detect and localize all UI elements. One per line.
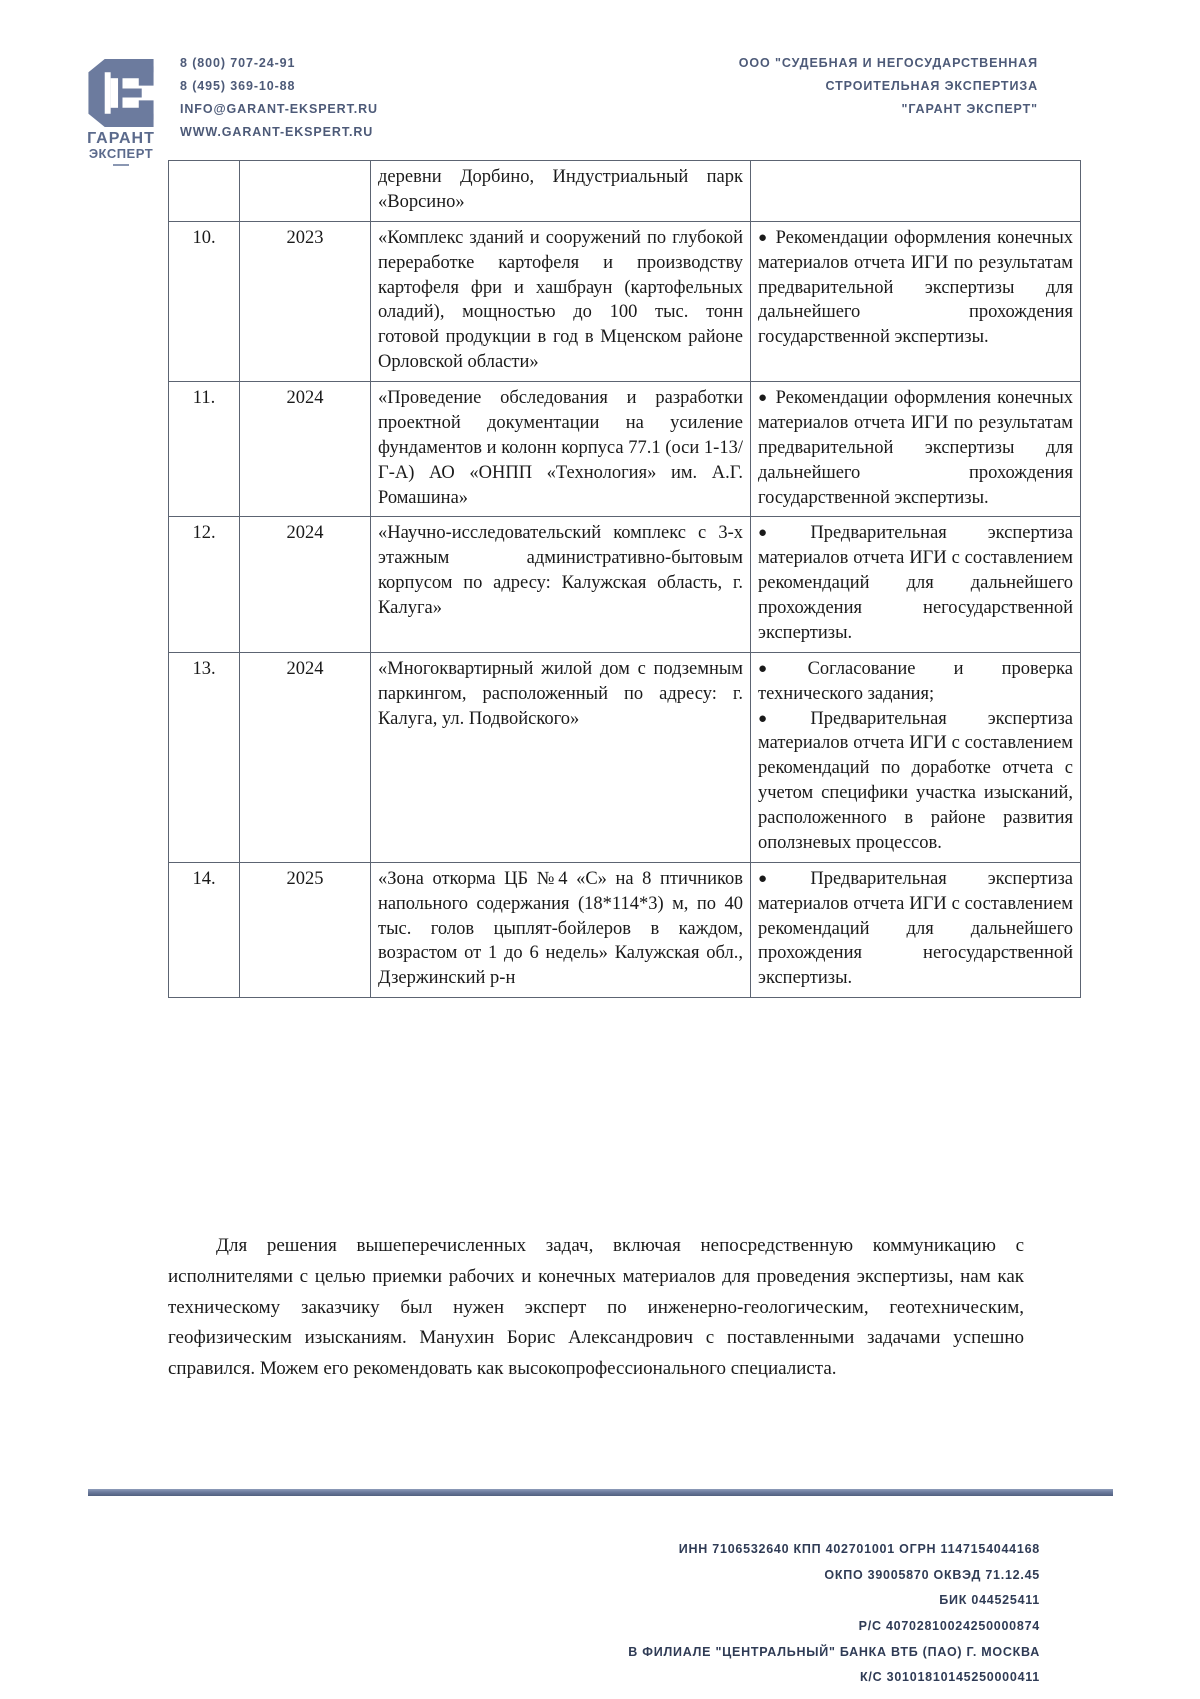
cell-year: 2023 [240,221,371,381]
contact-block [180,52,378,145]
cell-object: «Комплекс зданий и сооружений по глубокой переработке картофеля и производству картофеля фри и хашбраун (картофельных оладий), мощностью до 100 тыс. тонн готовой продукции в год в Мценском районе Орловской области» [371,221,751,381]
cell-number: 10. [169,221,240,381]
cell-number: 12. [169,517,240,652]
logo-wordmark [78,130,164,161]
letterhead [0,48,1200,162]
cell-year: 2025 [240,862,371,997]
task-text: Предварительная экспертиза материалов отчета ИГИ с составлением рекомендаций для дальнейшего прохождения негосударственной экспертизы. [758,868,1074,989]
phone-secondary: 8 (495) 369-10-88 [180,79,296,94]
cell-object: «Многоквартирный жилой дом с подземным паркингом, расположенный по адресу: г. Калуга, ул. Подвойского» [371,652,751,862]
projects-table [168,160,1081,998]
footer-line-inn-kpp-ogrn: ИНН 7106532640 КПП 402701001 ОГРН 1147154044168 [678,1542,1040,1556]
table-row [169,517,1081,652]
task-bullet-item [758,226,1073,350]
cell-year [240,161,371,222]
company-logo [78,56,164,166]
task-text: Рекомендации оформления конечных материалов отчета ИГИ по результатам предварительной экспертизы для дальнейшего прохождения государственной экспертизы. [758,227,1073,348]
task-bullet-item [758,386,1073,510]
logo-word-line2: ЭКСПЕРТ [88,146,154,162]
task-bullet-item [758,521,1073,645]
cell-object: «Научно-исследовательский комплекс с 3-х этажным административно-бытовым корпусом по адресу: Калужская область, г. Калуга» [371,517,751,652]
bullet-icon: ● [758,390,769,406]
footer-line-account: Р/С 40702810024250000874 [858,1618,1040,1633]
website-url: WWW.GARANT-EKSPERT.RU [180,125,374,140]
bullet-icon: ● [758,660,801,677]
footer-legal-details [628,1537,1040,1691]
company-name-line2: СТРОИТЕЛЬНАЯ ЭКСПЕРТИЗА [825,79,1038,94]
cell-number: 14. [169,862,240,997]
table-row [169,221,1081,381]
phone-primary: 8 (800) 707-24-91 [180,56,296,70]
cell-year: 2024 [240,652,371,862]
cell-task [751,652,1081,862]
bullet-icon: ● [758,229,769,246]
cell-object: деревни Дорбино, Индустриальный парк «Ворсино» [371,161,751,222]
garant-ekspert-logo-icon [84,56,158,130]
task-bullet-item [758,867,1073,991]
closing-paragraph: Для решения вышеперечисленных задач, включая непосредственную коммуникацию с исполнителями с целью приемки рабочих и конечных материалов для проведения экспертизы, нам как техническому заказчику был нужен эксперт по инженерно-геологическим, геотехническим, геофизическим изысканиям. Манухин Борис Александрович с поставленными задачами успешно справился. Можем его рекомендовать как высокопрофессионального специалиста. [168,1235,1024,1380]
footer-divider [88,1489,1113,1496]
cell-task [751,517,1081,652]
footer-line-okpo-okved: ОКПО 39005870 ОКВЭД 71.12.45 [824,1567,1040,1582]
projects-table-body [169,161,1081,998]
cell-object: «Зона откорма ЦБ №4 «С» на 8 птичников напольного содержания (18*114*3) м, по 40 тыс. голов цыплят-бойлеров в каждом, возрастом от 1 до 6 недель» Калужская обл., Дзержинский р-н [371,862,751,997]
logo-word-line1: ГАРАНТ [87,130,155,147]
table-row [169,862,1081,997]
footer-line-corr-account: К/С 30101810145250000411 [860,1670,1040,1685]
table-row [169,382,1081,517]
email-address: INFO@GARANT-EKSPERT.RU [180,102,378,117]
bullet-icon: ● [758,710,804,727]
company-name-line1: ООО "СУДЕБНАЯ И НЕГОСУДАРСТВЕННАЯ [738,56,1038,70]
cell-number: 11. [169,382,240,517]
cell-number [169,161,240,222]
cell-task [751,382,1081,517]
task-text: Предварительная экспертиза материалов отчета ИГИ с составлением рекомендаций по доработке отчета с учетом специфики участка изысканий, расположенного в районе развития оползневых процессов. [758,708,1074,853]
cell-task [751,221,1081,381]
footer-line-bik: БИК 044525411 [939,1593,1040,1608]
footer-line-bank: В ФИЛИАЛЕ "ЦЕНТРАЛЬНЫЙ" БАНКА ВТБ (ПАО) Г. МОСКВА [628,1644,1040,1659]
cell-task [751,161,1081,222]
company-name-block [739,52,1038,121]
table-row-continued [169,161,1081,222]
task-bullet-item [758,707,1073,856]
bullet-icon: ● [758,870,804,887]
task-text: Предварительная экспертиза материалов отчета ИГИ с составлением рекомендаций для дальнейшего прохождения негосударственной экспертизы. [758,523,1074,643]
bullet-icon: ● [758,525,804,542]
cell-object: «Проведение обследования и разработки проектной документации на усиление фундаментов и колонн корпуса 77.1 (оси 1-13/Г-А) АО «ОНПП «Технология» им. А.Г. Ромашина» [371,382,751,517]
task-text: Рекомендации оформления конечных материалов отчета ИГИ по результатам предварительной экспертизы для дальнейшего прохождения государственной экспертизы. [758,388,1073,508]
cell-task [751,862,1081,997]
company-name-line3: "ГАРАНТ ЭКСПЕРТ" [901,102,1038,117]
logo-underline-divider [113,164,129,166]
cell-year: 2024 [240,382,371,517]
cell-number: 13. [169,652,240,862]
cell-year: 2024 [240,517,371,652]
table-row [169,652,1081,862]
task-text: Согласование и проверка технического задания; [758,658,1074,704]
task-bullet-item [758,657,1073,707]
